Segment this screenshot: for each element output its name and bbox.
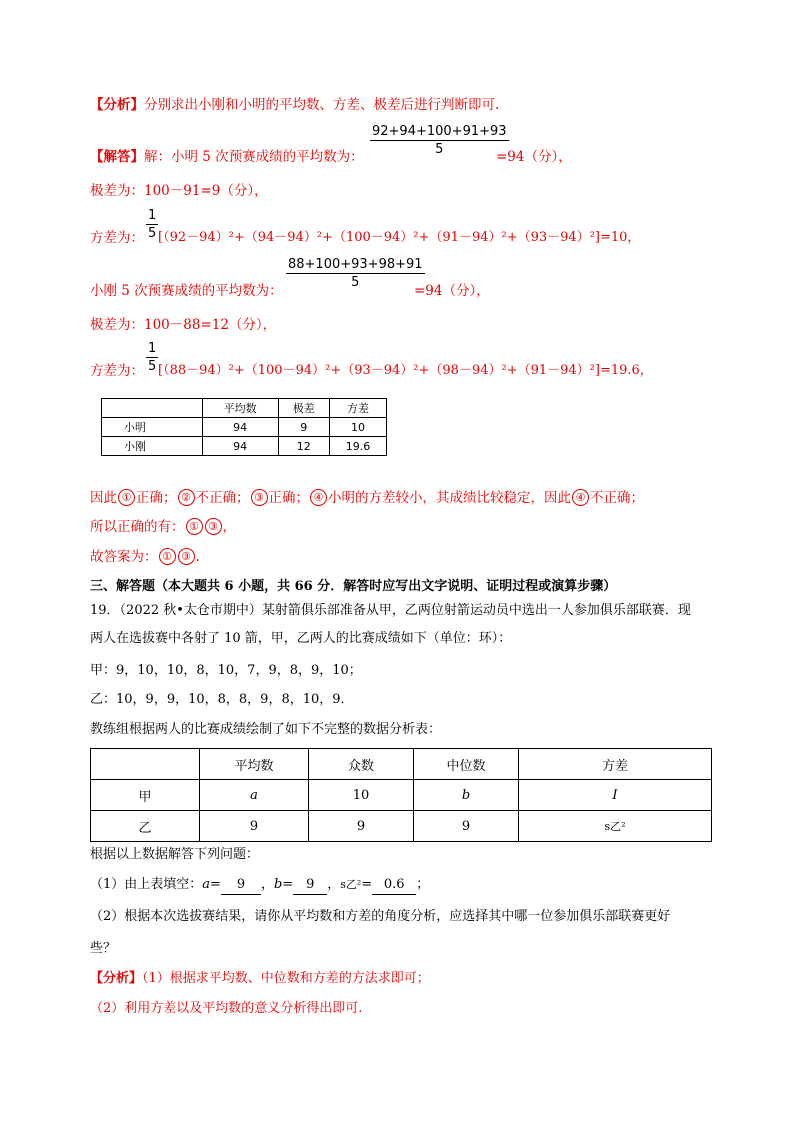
answer-s: 0.6 <box>372 876 416 895</box>
text: 正确； <box>136 490 177 506</box>
circled-number: ④ <box>310 489 327 506</box>
table-header-row <box>102 399 387 418</box>
gang-var-fraction <box>146 341 158 374</box>
stats-table-1 <box>101 398 387 456</box>
text: . <box>195 549 200 565</box>
solution-tag: 【解答】 <box>90 149 144 165</box>
fraction-denominator: 5 <box>148 359 157 374</box>
gang-mean-result: =94（分）， <box>414 283 490 299</box>
table-cell: 方差 <box>519 749 712 780</box>
section-heading: 三、解答题（本大题共 6 小题，共 66 分．解答时应写出文字说明、证明过程或演算步骤） <box>90 579 617 594</box>
table-cell: 中位数 <box>414 749 519 780</box>
table-cell: 94 <box>202 418 278 437</box>
task-2-line-1: （2）根据本次选拔赛结果，请你从平均数和方差的角度分析，应选择其中哪一位参加俱乐部联赛更好 <box>90 909 671 924</box>
circled-number: ③ <box>178 548 195 565</box>
table-cell <box>91 749 200 780</box>
table-cell: 94 <box>202 437 278 456</box>
q19-yi-scores: 乙：10，9，9，10，8，8，9，8，10，9． <box>90 692 354 707</box>
ming-var-fraction <box>146 208 158 241</box>
conclusion-line-1 <box>90 489 644 507</box>
table-row <box>91 780 712 811</box>
table-cell: 甲 <box>91 780 200 811</box>
table-cell: 小刚 <box>102 437 203 456</box>
table-cell: 9 <box>414 811 519 842</box>
table-cell: 10 <box>329 418 386 437</box>
gang-range: 极差为：100－88=12（分）， <box>90 317 277 333</box>
gang-var-prefix: 方差为： <box>90 363 144 379</box>
gang-mean-fraction <box>286 257 425 290</box>
answer-a: 9 <box>221 876 261 895</box>
table-cell: a <box>200 780 309 811</box>
text: 故答案为： <box>90 549 158 565</box>
table-cell <box>102 399 203 418</box>
table-cell: 方差 <box>329 399 386 418</box>
table-cell: 乙 <box>91 811 200 842</box>
fraction-numerator: 92+94+100+91+93 <box>372 124 507 139</box>
ming-mean-result: =94（分）， <box>496 149 572 165</box>
tasks-intro: 根据以上数据解答下列问题： <box>90 847 260 862</box>
task-1: （1）由上表填空：a= 9 ，b= 9 ，s乙²= 0.6 ； <box>90 876 429 895</box>
fraction-denominator: 5 <box>148 226 157 241</box>
table-row <box>102 437 387 456</box>
analysis-2-line-2: （2）利用方差以及平均数的意义分析得出即可. <box>90 1001 363 1016</box>
var-b-label: b <box>273 877 283 892</box>
circled-number: ③ <box>251 489 268 506</box>
text: 不正确； <box>590 490 644 506</box>
gang-mean-prefix: 小刚 5 次预赛成绩的平均数为： <box>90 283 283 299</box>
table-header-row <box>91 749 712 780</box>
table-cell: 极差 <box>278 399 329 418</box>
table-cell: s乙² <box>519 811 712 842</box>
table-row <box>102 418 387 437</box>
task-2-line-2: 些？ <box>90 941 117 956</box>
text: 正确； <box>268 490 309 506</box>
fraction-numerator: 1 <box>148 341 157 356</box>
circled-number: ① <box>186 518 203 535</box>
text: 因此 <box>90 490 117 506</box>
answer-b: 9 <box>293 876 327 895</box>
circled-number: ② <box>178 489 195 506</box>
circled-number: ④ <box>572 489 589 506</box>
text: ， <box>222 519 236 535</box>
analysis-tag: 【分析】 <box>90 97 144 113</box>
var-a-label: a <box>202 877 211 892</box>
ming-mean-line <box>90 148 364 166</box>
q19-line-2: 两人在选拔赛中各射了 10 箭，甲，乙两人的比赛成绩如下（单位：环）： <box>90 631 512 646</box>
q19-table-intro: 教练组根据两人的比赛成绩绘制了如下不完整的数据分析表： <box>90 722 442 737</box>
analysis-1 <box>90 96 499 114</box>
analysis-2-line-1 <box>90 970 430 988</box>
table-cell: I <box>519 780 712 811</box>
table-cell: b <box>414 780 519 811</box>
var-s-label: s乙² <box>340 878 362 891</box>
table-cell: 平均数 <box>202 399 278 418</box>
table-cell: 众数 <box>309 749 414 780</box>
analysis-tag: 【分析】 <box>90 971 143 986</box>
table-cell: 19.6 <box>329 437 386 456</box>
q19-line-1: 19．（2022 秋•太仓市期中）某射箭俱乐部准备从甲，乙两位射箭运动员中选出一人参加俱乐部联赛．现 <box>90 603 691 618</box>
table-cell: 9 <box>309 811 414 842</box>
q19-jia-scores: 甲：9，10，10，8，10，7，9，8，9，10； <box>90 663 362 678</box>
text: 小明的方差较小，其成绩比较稳定，因此 <box>328 490 571 506</box>
ming-range: 极差为：100－91=9（分）， <box>90 183 268 199</box>
analysis-text: （1）根据求平均数、中位数和方差的方法求即可； <box>142 971 430 986</box>
table-cell: 12 <box>278 437 329 456</box>
table-cell: 平均数 <box>200 749 309 780</box>
table-cell: 9 <box>200 811 309 842</box>
fraction-denominator: 5 <box>351 275 360 290</box>
text: 所以正确的有： <box>90 519 185 535</box>
stats-table-2 <box>90 748 712 842</box>
conclusion-line-3 <box>90 548 200 566</box>
analysis-text: 分别求出小刚和小明的平均数、方差、极差后进行判断即可. <box>144 97 500 113</box>
table-row <box>91 811 712 842</box>
table-cell: 10 <box>309 780 414 811</box>
circled-number: ③ <box>205 518 222 535</box>
ming-mean-prefix: 解：小明 5 次预赛成绩的平均数为： <box>144 149 364 165</box>
circled-number: ① <box>118 489 135 506</box>
task-1-prefix: （1）由上表填空： <box>90 877 203 892</box>
fraction-numerator: 1 <box>148 208 157 223</box>
ming-mean-fraction <box>370 124 509 157</box>
table-cell: 9 <box>278 418 329 437</box>
ming-var-prefix: 方差为： <box>90 230 144 246</box>
fraction-numerator: 88+100+93+98+91 <box>288 257 423 272</box>
table-cell: 小明 <box>102 418 203 437</box>
fraction-denominator: 5 <box>435 142 444 157</box>
conclusion-line-2 <box>90 518 236 536</box>
gang-var-body: [（88－94）²+（100－94）²+（93－94）²+（98－94）²+（91－94）²]=19.6， <box>158 363 653 378</box>
ming-var-body: [（92－94）²+（94－94）²+（100－94）²+（91－94）²+（93－94）²]=10， <box>158 230 641 245</box>
circled-number: ① <box>159 548 176 565</box>
text: 不正确； <box>195 490 250 506</box>
